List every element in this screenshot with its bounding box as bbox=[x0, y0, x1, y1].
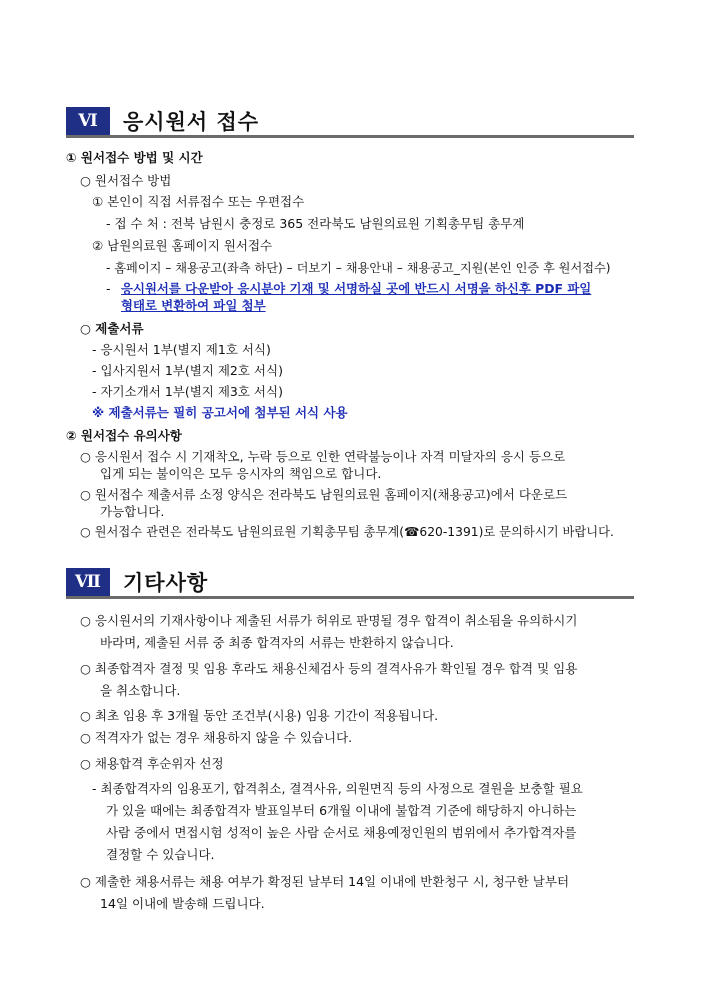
list-item: - 응시원서 1부(별지 제1호 서식) bbox=[92, 342, 271, 357]
subsection-heading: ② 원서접수 유의사항 bbox=[66, 428, 182, 443]
section-number-badge: Ⅶ bbox=[66, 568, 110, 596]
important-note: 형태로 변환하여 파일 첨부 bbox=[121, 298, 266, 313]
method-detail: - 홈페이지 – 채용공고(좌측 하단) – 더보기 – 채용안내 – 채용공고_지원(본인 인증 후 원서접수) bbox=[106, 261, 611, 275]
caution-item-cont: 입게 되는 불이익은 모두 응시자의 책임으로 합니다. bbox=[100, 466, 382, 481]
etc-item: ○ 응시원서의 기재사항이나 제출된 서류가 허위로 판명될 경우 합격이 취소됨을 유의하시기 bbox=[80, 613, 578, 628]
caution-item: ○ 응시원서 접수 시 기재착오, 누락 등으로 인한 연락불능이나 자격 미달자의 응시 등으로 bbox=[80, 449, 566, 464]
list-item: - 입사지원서 1부(별지 제2호 서식) bbox=[92, 363, 283, 378]
important-note: 응시원서를 다운받아 응시분야 기재 및 서명하실 곳에 반드시 서명을 하신후 PDF 파일 bbox=[121, 281, 592, 296]
etc-item: ○ 제출한 채용서류는 채용 여부가 확정된 날부터 14일 이내에 반환청구 시, 청구한 날부터 bbox=[80, 874, 570, 889]
section-divider bbox=[66, 596, 634, 599]
etc-item-cont: 을 취소합니다. bbox=[100, 683, 181, 698]
caution-item: ○ 원서접수 제출서류 소정 양식은 전라북도 남원의료원 홈페이지(채용공고)에서 다운로드 bbox=[80, 487, 568, 502]
method-item: ② 남원의료원 홈페이지 원서접수 bbox=[92, 238, 273, 253]
section-7-header bbox=[66, 568, 208, 596]
caution-item-cont: 가능합니다. bbox=[100, 504, 165, 519]
section-title: 응시원서 접수 bbox=[123, 110, 260, 134]
method-detail: - 접 수 처 : 전북 남원시 충정로 365 전라북도 남원의료원 기획총무팀 총무계 bbox=[106, 216, 525, 231]
etc-item: ○ 최초 임용 후 3개월 동안 조건부(시용) 임용 기간이 적용됩니다. bbox=[80, 708, 439, 723]
note-dash: - bbox=[106, 281, 111, 296]
method-title: ○ 원서접수 방법 bbox=[80, 173, 172, 188]
etc-detail-cont: 가 있을 때에는 최종합격자 발표일부터 6개월 이내에 불합격 기준에 해당하지 아니하는 bbox=[106, 803, 577, 818]
list-item: - 자기소개서 1부(별지 제3호 서식) bbox=[92, 384, 283, 399]
section-number-badge: Ⅵ bbox=[66, 107, 110, 135]
etc-item-cont: 14일 이내에 발송해 드립니다. bbox=[100, 896, 265, 911]
etc-item: ○ 채용합격 후순위자 선정 bbox=[80, 756, 224, 771]
etc-item-cont: 바라며, 제출된 서류 중 최종 합격자의 서류는 반환하지 않습니다. bbox=[100, 635, 454, 650]
section-title: 기타사항 bbox=[123, 571, 209, 595]
subsection-heading: ① 원서접수 방법 및 시간 bbox=[66, 150, 203, 165]
caution-item: ○ 원서접수 관련은 전라북도 남원의료원 기획총무팀 총무계(☎620-1391)로 문의하시기 바랍니다. bbox=[80, 525, 614, 539]
section-6-header bbox=[66, 107, 259, 135]
docs-title: ○ 제출서류 bbox=[80, 321, 144, 336]
section-divider bbox=[66, 135, 634, 138]
etc-item: ○ 적격자가 없는 경우 채용하지 않을 수 있습니다. bbox=[80, 730, 353, 745]
etc-detail-cont: 사람 중에서 면접시험 성적이 높은 사람 순서로 채용예정인원의 범위에서 추가합격자를 bbox=[106, 825, 577, 840]
etc-item: ○ 최종합격자 결정 및 임용 후라도 채용신체검사 등의 결격사유가 확인될 경우 합격 및 임용 bbox=[80, 661, 578, 676]
method-item: ① 본인이 직접 서류접수 또는 우편접수 bbox=[92, 194, 305, 209]
etc-detail: - 최종합격자의 임용포기, 합격취소, 결격사유, 의원면직 등의 사정으로 결원을 보충할 필요 bbox=[92, 781, 583, 796]
docs-note: ※ 제출서류는 필히 공고서에 첨부된 서식 사용 bbox=[92, 405, 348, 420]
etc-detail-cont: 결정할 수 있습니다. bbox=[106, 847, 215, 862]
